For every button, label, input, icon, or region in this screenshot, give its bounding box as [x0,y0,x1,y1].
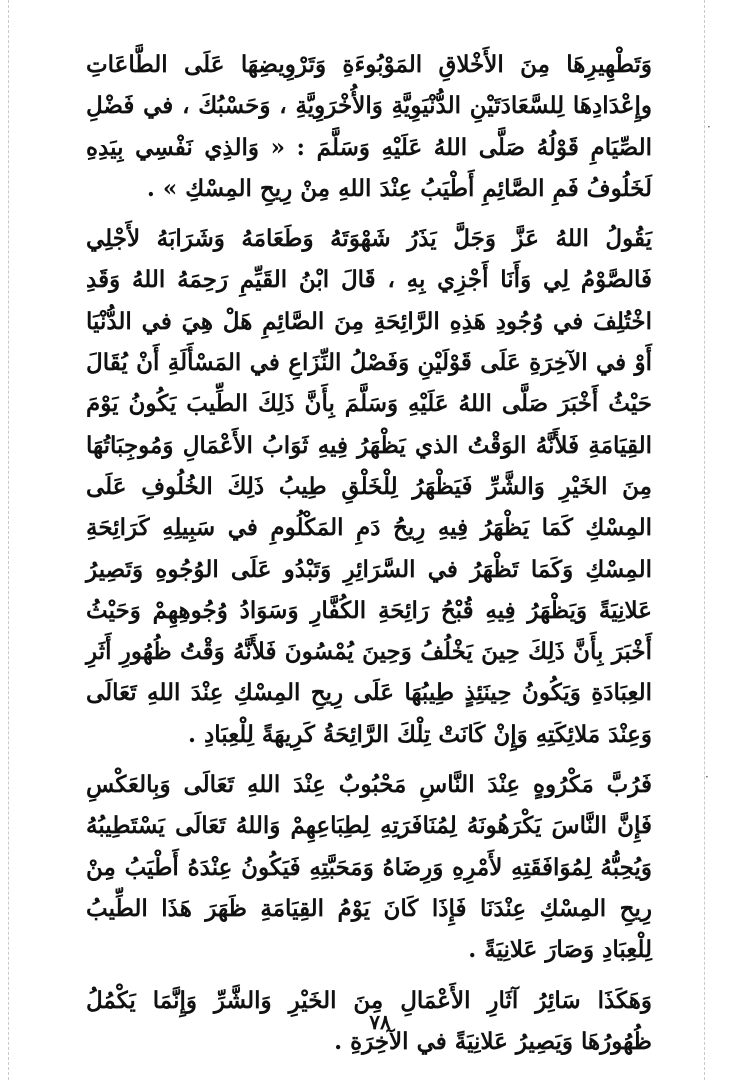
paragraph-conclusion: وَهَكَذَا سَائِرُ آثَارِ الأَعْمَالِ مِنَ الخَيْرِ وَالشَّرِّ وَإِنَّمَا يَكْمُلُ ظُهُورُهَا وَيَصِيرُ عَلانِيَةً في الآخِرَةِ . [86,986,652,1055]
paragraph-disliked-beloved: فَرُبَّ مَكْرُوهٍ عِنْدَ النَّاسِ مَحْبُوبٌ عِنْدَ اللهِ تَعَالَى وَبِالعَكْسِ فَإِنَّ النَّاسَ يَكْرَهُونَهُ لِمُنَافَرَتِهِ لِطِبَاعِهِمْ وَاللهُ تَعَالَى يَسْتَطِيبُهُ وَيُحِبُّهُ لِمُوَافَقَتِهِ لأَمْرِهِ وَرِضَاهُ وَمَحَبَّتِهِ فَيَكُونُ عِنْدَهُ أَطْيَبُ مِنْ رِيحِ المِسْكِ عِنْدَنَا فَإِذَا كَانَ يَوْمُ القِيَامَةِ ظَهَرَ هَذَا الطِّيبُ لِلْعِبَادِ وَصَارَ عَلانِيَةً . [86,771,652,964]
scan-fold-line-left [8,0,9,1080]
book-page-body [86,44,652,1062]
scan-speck-top: · [707,120,711,134]
paragraph-intro: وَتَطْهِيرِهَا مِنَ الأَخْلاقِ المَوْبُوءَةِ وَتَرْوِيضِهَا عَلَى الطَّاعَاتِ وإِعْدَادِهَا لِلسَّعَادَتَيْنِ الدُّنْيَوِيَّةِ وَالأُخْرَوِيَّةِ ، وَحَسْبُكَ ، في فَضْلِ الصِّيَامِ قَوْلُهُ صَلَّى اللهُ عَلَيْهِ وَسَلَّمَ : « وَالذِي نَفْسِي بِيَدِهِ لَخَلُوفُ فَمِ الصَّائِمِ أَطْيَبُ عِنْدَ اللهِ مِنْ رِيحِ المِسْكِ » . [86,51,652,202]
scan-speck-bottom: · [705,770,709,784]
page-number: ٧٨ [369,1010,391,1034]
scan-fold-line-right [704,0,705,1080]
paragraph-ibn-qayyim-quote: يَقُولُ اللهُ عَزَّ وَجَلَّ يَذَرُ شَهْوَتَهُ وَطَعَامَهُ وَشَرَابَهُ لأَجْلِي فَالصَّوْمُ لِي وَأَنَا أَجْزِي بِهِ ، قَالَ ابْنُ القَيِّمِ رَحِمَهُ اللهُ وَقَدِ اخْتُلِفَ في وُجُودِ هَذِهِ الرَّائِحَةِ مِنَ الصَّائِمِ هَلْ هِيَ في الدُّنْيَا أَوْ في الآخِرَةِ عَلَى قَوْلَيْنِ وَفَصْلُ النِّزَاعِ في المَسْأَلَةِ أَنْ يُقَالَ حَيْثُ أَخْبَرَ صَلَّى اللهُ عَلَيْهِ وَسَلَّمَ بِأَنَّ ذَلِكَ الطِّيبَ يَكُونُ يَوْمَ القِيَامَةِ فَلأَنَّهُ الوَقْتُ الذي يَظْهَرُ فِيهِ ثَوَابُ الأَعْمَالِ وَمُوجِبَاتُهَا مِنَ الخَيْرِ وَالشَّرِّ فَيَظْهَرُ لِلْخَلْقِ طِيبُ ذَلِكَ الخُلُوفِ عَلَى المِسْكِ كَمَا يَظْهَرُ فِيهِ رِيحُ دَمِ المَكْلُومِ في سَبِيلِهِ كَرَائِحَةِ المِسْكِ وَكَمَا تَظْهَرُ في السَّرَائِرِ وَتَبْدُو عَلَى الوُجُوهِ وَتَصِيرُ عَلانِيَةً وَيَظْهَرُ فِيهِ قُبْحُ رَائِحَةِ الكُفَّارِ وَسَوَادُ وُجُوهِهِمْ وَحَيْثُ أَخْبَرَ بِأَنَّ ذَلِكَ حِينَ يَخْلُفُ وَحِينَ يُمْسُونَ فَلأَنَّهُ وَقْتُ ظُهُورِ أَثَرِ العِبَادَةِ وَيَكُونُ حِينَئِذٍ طِيبُهَا عَلَى رِيحِ المِسْكِ عِنْدَ اللهِ تَعَالَى وَعِنْدَ مَلائِكَتِهِ وَإِنْ كَانَتْ تِلْكَ الرَّائِحَةُ كَرِيهَةً لِلْعِبَادِ . [86,225,652,748]
